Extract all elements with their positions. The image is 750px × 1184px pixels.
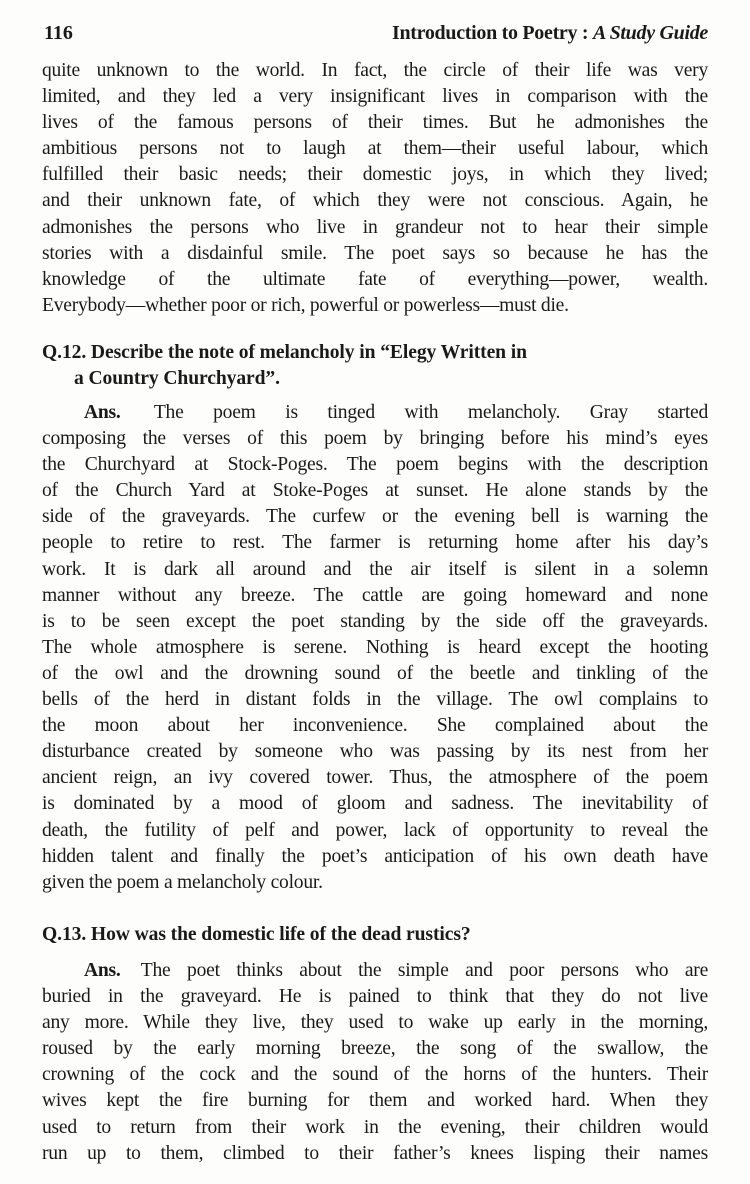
text-line: Everybody—whether poor or rich, powerful or powerless—must die. xyxy=(42,294,569,316)
answer-label: Ans. xyxy=(84,960,121,981)
text-line: death, the futility of pelf and power, lack of opportunity to reveal the xyxy=(42,819,708,841)
text-line: admonishes the persons who live in grandeur not to hear their simple xyxy=(42,216,708,238)
text-line xyxy=(42,958,708,984)
text-line: side of the graveyards. The curfew or the evening bell is warning the xyxy=(42,506,708,528)
text-line: quite unknown to the world. In fact, the circle of their life was very xyxy=(42,60,708,81)
text-line: of the owl and the drowning sound of the beetle and tinkling of the xyxy=(42,662,708,684)
text-line: the Churchyard at Stock-Poges. The poem begins with the description xyxy=(42,454,708,476)
text-line: of the Church Yard at Stoke-Poges at sunset. He alone stands by the xyxy=(42,480,708,502)
text-line: work. It is dark all around and the air itself is silent in a solemn xyxy=(42,558,708,580)
text-line: given the poem a melancholy colour. xyxy=(42,871,323,893)
text-line: limited, and they led a very insignificant lives in comparison with the xyxy=(42,86,708,108)
answer-12 xyxy=(42,400,708,896)
text-line: manner without any breeze. The cattle are going homeward and none xyxy=(42,584,708,606)
page-number: 116 xyxy=(44,22,73,44)
text-line: ancient reign, an ivy covered tower. Thus, the atmosphere of the poem xyxy=(42,767,708,789)
book-title xyxy=(392,22,708,45)
answer-label: Ans. xyxy=(84,402,121,423)
question-13: Q.13. How was the domestic life of the dead rustics? xyxy=(42,924,471,945)
text-line xyxy=(42,400,708,426)
text-line: run up to them, climbed to their father’s knees lisping their names xyxy=(42,1142,708,1164)
text-line: is dominated by a mood of gloom and sadness. The inevitability of xyxy=(42,793,708,815)
answer-text: The poem is tinged with melancholy. Gray started xyxy=(153,402,709,423)
text-line: buried in the graveyard. He is pained to think that they do not live xyxy=(42,986,708,1008)
text-line: hidden talent and finally the poet’s anticipation of his own death have xyxy=(42,845,708,867)
text-line: crowning of the cock and the sound of the horns of the hunters. Their xyxy=(42,1064,708,1086)
text-line: composing the verses of this poem by bringing before his mind’s eyes xyxy=(42,428,708,450)
answer-text: The poet thinks about the simple and poor persons who are xyxy=(140,960,709,981)
text-line: stories with a disdainful smile. The poet says so because he has the xyxy=(42,242,708,264)
text-line: lives of the famous persons of their times. But he admonishes the xyxy=(42,112,708,134)
text-line: ambitious persons not to laugh at them—their useful labour, which xyxy=(42,138,708,160)
book-title-italic: A Study Guide xyxy=(592,22,708,44)
text-line: bells of the herd in distant folds in the village. The owl complains to xyxy=(42,689,708,711)
text-line: used to return from their work in the evening, their children would xyxy=(42,1116,708,1138)
question-12 xyxy=(42,340,708,392)
text-line: roused by the early morning breeze, the song of the swallow, the xyxy=(42,1038,708,1060)
text-line: and their unknown fate, of which they were not conscious. Again, he xyxy=(42,190,708,212)
text-line: any more. While they live, they used to wake up early in the morning, xyxy=(42,1012,708,1034)
text-line: disturbance created by someone who was passing by its nest from her xyxy=(42,741,708,763)
question-12-line-1: Q.12. Describe the note of melancholy in “Elegy Written in xyxy=(42,342,527,363)
text-line: The whole atmosphere is serene. Nothing is heard except the hooting xyxy=(42,636,708,658)
running-header xyxy=(44,22,708,52)
text-line: is to be seen except the poet standing by the side off the graveyards. xyxy=(42,610,708,632)
text-line: knowledge of the ultimate fate of everything—power, wealth. xyxy=(42,268,708,290)
text-line: fulfilled their basic needs; their domestic joys, in which they lived; xyxy=(42,164,708,186)
paragraph-continued xyxy=(42,58,708,319)
text-line: people to retire to rest. The farmer is returning home after his day’s xyxy=(42,532,708,554)
text-line: the moon about her inconvenience. She complained about the xyxy=(42,715,708,737)
book-title-main: Introduction to Poetry : xyxy=(391,22,593,44)
text-line: wives kept the fire burning for them and worked hard. When they xyxy=(42,1090,708,1112)
answer-13 xyxy=(42,958,708,1167)
question-12-line-2: a Country Churchyard”. xyxy=(74,368,280,389)
